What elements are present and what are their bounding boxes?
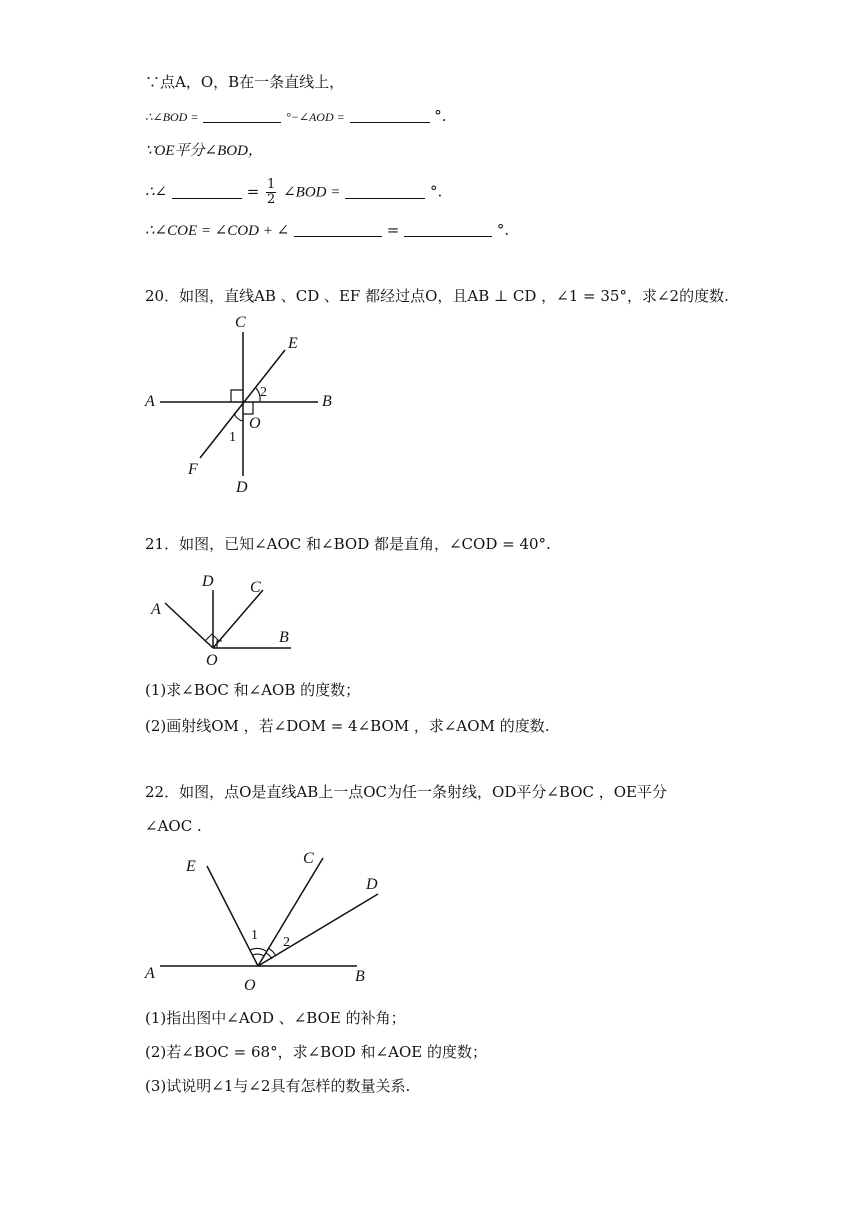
- q22-label-b: B: [355, 968, 365, 985]
- proof-line-1: ∵点A，O，B在一条直线上，: [145, 73, 345, 91]
- proof-line-5: ∴∠COE = ∠COD + ∠ = °.: [145, 221, 510, 239]
- q21-label-d: D: [202, 573, 214, 590]
- q20-label-e: E: [288, 335, 298, 352]
- q22-text-line-1: 22．如图，点O是直线AB上一点OC为任一条射线，OD平分∠BOC ，OE平分: [145, 783, 667, 801]
- proof-line-3: ∵OE平分∠BOD，: [145, 143, 263, 159]
- q20-angle-2-label: 2: [260, 385, 267, 400]
- q22-part-2: (2)若∠BOC = 68°，求∠BOD 和∠AOE 的度数；: [145, 1043, 487, 1061]
- q20-label-d: D: [236, 479, 248, 496]
- q22-label-d: D: [366, 876, 378, 893]
- q21-part-1: (1)求∠BOC 和∠AOB 的度数；: [145, 681, 361, 699]
- q22-label-e: E: [186, 858, 196, 875]
- q22-label-c: C: [303, 850, 314, 867]
- q20-angle-1-label: 1: [229, 430, 236, 445]
- q20-label-a: A: [145, 393, 155, 410]
- q21-label-a: A: [151, 601, 161, 618]
- q22-part-3: (3)试说明∠1与∠2具有怎样的数量关系.: [145, 1077, 411, 1095]
- proof-line-2: ∴∠BOD = °−∠AOD = °.: [145, 107, 447, 125]
- q22-angle-2-label: 2: [283, 935, 290, 950]
- q22-label-a: A: [145, 965, 155, 982]
- q22-part-1: (1)指出图中∠AOD 、∠BOE 的补角；: [145, 1009, 406, 1027]
- q21-label-b: B: [279, 629, 289, 646]
- q21-label-o: O: [206, 652, 218, 669]
- q22-angle-1-label: 1: [251, 928, 258, 943]
- proof-line-4: ∴∠ = $\frac{1}{2}$ ∠BOD = °.: [145, 177, 443, 207]
- q21-part-2: (2)画射线OM ，若∠DOM = 4∠BOM ，求∠AOM 的度数.: [145, 717, 550, 735]
- q20-label-f: F: [188, 461, 198, 478]
- q20-text: 20．如图，直线AB 、CD 、EF 都经过点O，且AB ⊥ CD ，∠1 = 35°，求∠2的度数.: [145, 287, 729, 305]
- q21-text: 21．如图，已知∠AOC 和∠BOD 都是直角，∠COD = 40°.: [145, 535, 551, 553]
- q22-text-line-2: ∠AOC .: [145, 817, 202, 835]
- q22-label-o: O: [244, 977, 256, 994]
- fraction-one-half: $\frac{1}{2}$: [267, 177, 276, 207]
- q21-label-c: C: [250, 579, 261, 596]
- q20-label-c: C: [235, 314, 246, 331]
- q20-label-b: B: [322, 393, 332, 410]
- q20-label-o: O: [249, 415, 261, 432]
